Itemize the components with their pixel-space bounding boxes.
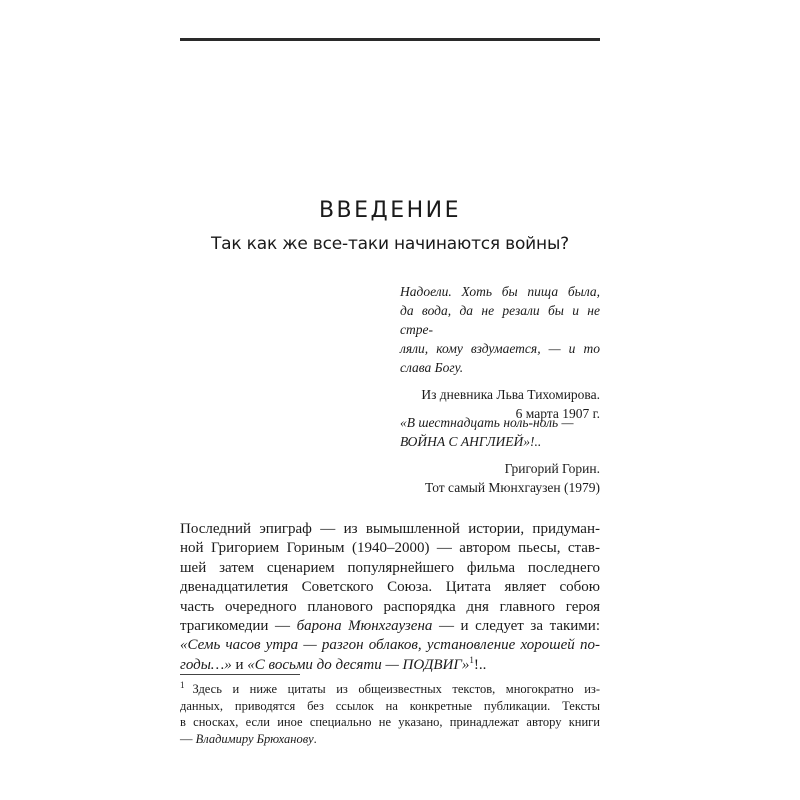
body-emphasis: годы…» bbox=[180, 656, 232, 673]
epigraph-source-line: Григорий Горин. bbox=[504, 461, 600, 476]
footnote-text-run: — bbox=[180, 731, 196, 746]
body-text-run: и bbox=[231, 656, 248, 673]
footnote-rule bbox=[180, 674, 300, 675]
body-line: двенадцатилетия Советского Союза. Цитата являет собою bbox=[180, 579, 600, 596]
body-paragraph bbox=[180, 520, 600, 675]
epigraph-line: «В шестнадцать ноль-ноль — bbox=[400, 415, 574, 430]
top-rule bbox=[180, 38, 600, 41]
footnote-line: данных, приводятся без ссылок на конкретные публикации. Тексты bbox=[180, 698, 600, 713]
body-text-run: !.. bbox=[473, 656, 487, 673]
footnote-emphasis: Владимиру Брюханову bbox=[195, 731, 314, 746]
epigraph-1 bbox=[400, 282, 600, 423]
body-line: Последний эпиграф — из вымышленной истории, придуман- bbox=[180, 521, 600, 537]
chapter-title: ВВЕДЕНИЕ bbox=[318, 198, 462, 223]
epigraph-line: Надоели. Хоть бы пища была, bbox=[400, 284, 600, 299]
body-emphasis: барона Мюнхгаузена bbox=[296, 618, 433, 635]
footnote-reference[interactable]: 1 bbox=[469, 654, 474, 665]
body-line bbox=[180, 656, 600, 675]
footnote-text-run: Здесь и ниже цитаты из общеизвестных текстов, многократно из- bbox=[192, 682, 600, 696]
body-line bbox=[180, 636, 600, 655]
epigraph-2-source bbox=[400, 459, 600, 497]
body-line: ной Григорием Гориным (1940–2000) — автором пьесы, став- bbox=[180, 540, 600, 557]
epigraph-2 bbox=[400, 413, 600, 497]
body-emphasis: «Семь часов утра — разгон облаков, установление хорошей по- bbox=[180, 637, 600, 654]
footnote-line bbox=[180, 731, 600, 748]
body-line bbox=[180, 617, 600, 636]
book-page bbox=[180, 38, 600, 778]
body-text-run: — и следует за такими: bbox=[432, 618, 600, 635]
chapter-subtitle: Так как же все-таки начинаются войны? bbox=[211, 234, 569, 254]
epigraph-source-line: 6 марта 1907 г. bbox=[515, 406, 600, 421]
body-line: часть очередного планового распорядка дня главного героя bbox=[180, 598, 600, 615]
footnote-number: 1 bbox=[180, 679, 185, 690]
body-text-run: трагикомедии — bbox=[180, 618, 297, 635]
epigraph-source-line: Из дневника Льва Тихомирова. bbox=[421, 387, 600, 402]
body-emphasis: «С восьми до десяти — ПОДВИГ» bbox=[247, 656, 470, 673]
epigraph-line: да вода, да не резали бы и не стре- bbox=[400, 303, 600, 337]
footnote bbox=[180, 681, 600, 747]
footnote-line bbox=[180, 681, 600, 698]
epigraph-line: слава Богу. bbox=[400, 360, 464, 375]
body-line: шей затем сценарием популярнейшего фильма последнего bbox=[180, 559, 600, 576]
epigraph-2-quote bbox=[400, 413, 600, 451]
epigraph-1-quote bbox=[400, 282, 600, 377]
epigraph-line: ВОЙНА С АНГЛИЕЙ»!.. bbox=[400, 434, 542, 449]
epigraph-line: ляли, кому вздумается, — и то bbox=[400, 341, 600, 356]
epigraph-source-line: Тот самый Мюнхгаузен (1979) bbox=[424, 480, 600, 495]
footnote-line: в сносках, если иное специально не указано, принадлежат автору книги bbox=[180, 715, 600, 729]
footnote-text-run: . bbox=[313, 731, 317, 746]
